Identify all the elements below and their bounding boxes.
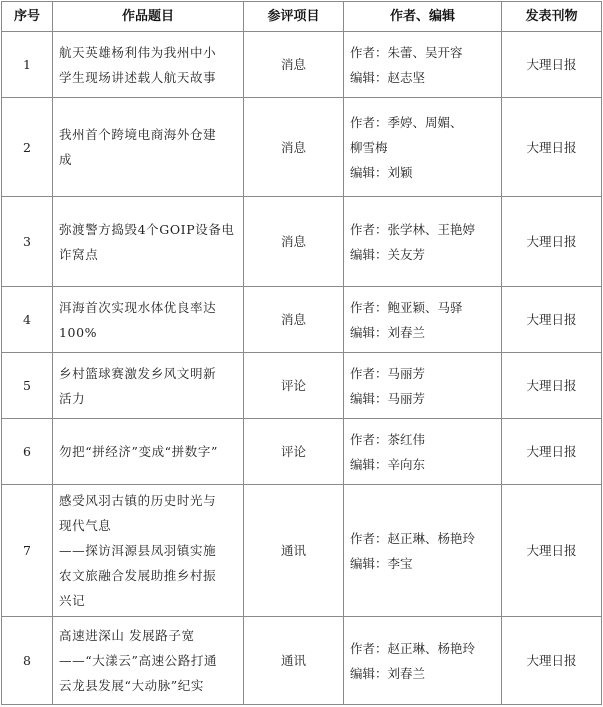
- category: 评论: [244, 353, 344, 419]
- work-title: [53, 353, 244, 419]
- work-title: [53, 197, 244, 287]
- work-title: [53, 485, 244, 617]
- table-row: [2, 197, 602, 287]
- row-number: 2: [2, 98, 53, 197]
- editor-line: 编辑：马丽芳: [350, 390, 426, 406]
- author-line: 作者：季婷、周媚、: [350, 114, 463, 130]
- title-line: 活力: [59, 390, 86, 406]
- subtitle-line: ——探访洱源县凤羽镇实施: [59, 543, 217, 558]
- title-line: 航天英雄杨利伟为我州中小: [59, 44, 217, 60]
- author-line: 作者：朱蕾、吴开容: [350, 44, 463, 60]
- editor-line: 编辑：李宝: [350, 555, 413, 571]
- editor-line: 编辑：刘春兰: [350, 665, 426, 681]
- authors-editors: [344, 353, 502, 419]
- category: 通讯: [244, 485, 344, 617]
- row-number: 7: [2, 485, 53, 617]
- title-line: 100%: [59, 324, 98, 340]
- authors-editors: [344, 617, 502, 705]
- table-row: [2, 485, 602, 617]
- author-line: 作者：马丽芳: [350, 365, 426, 381]
- authors-editors: [344, 98, 502, 197]
- row-number: 3: [2, 197, 53, 287]
- author-line: 作者：鲍亚颖、马驿: [350, 299, 463, 315]
- category: 评论: [244, 419, 344, 485]
- table-row: [2, 353, 602, 419]
- work-title: [53, 287, 244, 353]
- work-title: [53, 98, 244, 197]
- category: 通讯: [244, 617, 344, 705]
- header-publication: 发表刊物: [502, 2, 602, 32]
- table-row: [2, 617, 602, 705]
- work-title: [53, 419, 244, 485]
- subtitle-line: 兴记: [59, 593, 86, 608]
- authors-editors: [344, 197, 502, 287]
- subtitle-line: ——“大漾云”高速公路打通: [59, 653, 218, 668]
- header-category: 参评项目: [244, 2, 344, 32]
- table-row: [2, 419, 602, 485]
- category: 消息: [244, 197, 344, 287]
- subtitle-line: 农文旅融合发展助推乡村振: [59, 568, 217, 583]
- table-row: [2, 32, 602, 98]
- title-line: 高速进深山 发展路子宽: [59, 628, 195, 643]
- table-header-row: [2, 2, 602, 32]
- table-row: [2, 98, 602, 197]
- header-authors: 作者、编辑: [344, 2, 502, 32]
- category: 消息: [244, 98, 344, 197]
- author-line: 柳雪梅: [350, 139, 388, 155]
- publication: 大理日报: [502, 32, 602, 98]
- editor-line: 编辑：刘春兰: [350, 324, 426, 340]
- title-line: 成: [59, 152, 73, 167]
- category: 消息: [244, 32, 344, 98]
- publication: 大理日报: [502, 617, 602, 705]
- header-title: 作品题目: [53, 2, 244, 32]
- authors-editors: [344, 287, 502, 353]
- publication: 大理日报: [502, 197, 602, 287]
- author-line: 作者：赵正琳、杨艳玲: [350, 640, 476, 656]
- work-title: [53, 617, 244, 705]
- title-line: 勿把“拼经济”变成“拼数字”: [59, 444, 218, 459]
- editor-line: 编辑：赵志坚: [350, 69, 426, 85]
- publication: 大理日报: [502, 353, 602, 419]
- row-number: 5: [2, 353, 53, 419]
- title-line: 感受风羽古镇的历史时光与: [59, 493, 217, 508]
- title-line: 诈窝点: [59, 246, 99, 262]
- subtitle-line: 云龙县发展“大动脉”纪实: [59, 678, 204, 693]
- title-line: 弥渡警方捣毁4个GOIP设备电: [59, 221, 235, 237]
- author-line: 作者：张学林、王艳婷: [350, 221, 476, 237]
- title-line: 现代气息: [59, 518, 112, 533]
- editor-line: 编辑：关友芳: [350, 246, 426, 262]
- title-line: 学生现场讲述载人航天故事: [59, 69, 217, 85]
- awards-table: [1, 1, 602, 705]
- author-line: 作者：茶红伟: [350, 431, 426, 447]
- authors-editors: [344, 485, 502, 617]
- title-line: 我州首个跨境电商海外仓建: [59, 127, 217, 142]
- work-title: [53, 32, 244, 98]
- editor-line: 编辑：辛向东: [350, 456, 426, 472]
- row-number: 1: [2, 32, 53, 98]
- author-line: 作者：赵正琳、杨艳玲: [350, 530, 476, 546]
- header-no: 序号: [2, 2, 53, 32]
- authors-editors: [344, 32, 502, 98]
- authors-editors: [344, 419, 502, 485]
- row-number: 8: [2, 617, 53, 705]
- row-number: 4: [2, 287, 53, 353]
- publication: 大理日报: [502, 419, 602, 485]
- publication: 大理日报: [502, 287, 602, 353]
- publication: 大理日报: [502, 485, 602, 617]
- title-line: 洱海首次实现水体优良率达: [59, 299, 217, 315]
- publication: 大理日报: [502, 98, 602, 197]
- title-line: 乡村篮球赛激发乡风文明新: [59, 365, 217, 381]
- category: 消息: [244, 287, 344, 353]
- editor-line: 编辑：刘颖: [350, 164, 413, 180]
- table-row: [2, 287, 602, 353]
- row-number: 6: [2, 419, 53, 485]
